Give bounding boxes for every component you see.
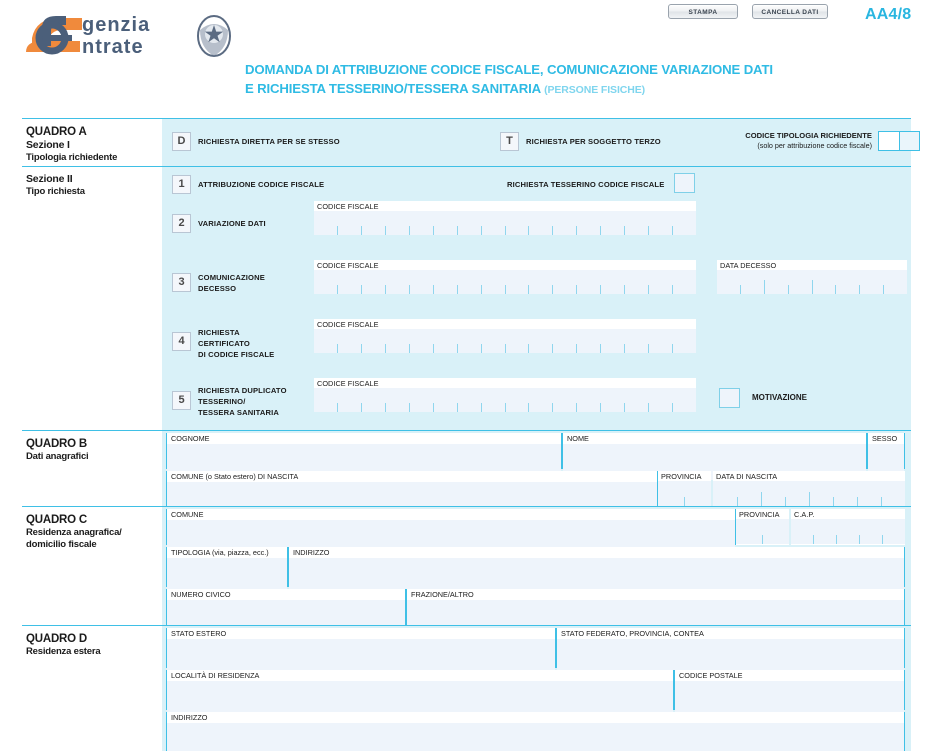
comune-residenza-caption: COMUNE	[167, 509, 735, 520]
quadro-d-subtitle: Residenza estera	[26, 646, 101, 657]
codice-postale-field	[674, 670, 905, 710]
indirizzo-estero-field	[166, 712, 905, 751]
quadro-b-body	[162, 431, 911, 506]
page-header	[0, 0, 938, 118]
sezione-2-title: Sezione II	[26, 173, 73, 185]
cap-input[interactable]	[791, 519, 905, 544]
option-d-code-box[interactable]: D	[172, 132, 191, 151]
option-t-code-box[interactable]: T	[500, 132, 519, 151]
quadro-c-title: QUADRO C	[26, 514, 88, 526]
form-title-line-2-text: E RICHIESTA TESSERINO/TESSERA SANITARIA	[245, 81, 541, 96]
duplicato-codice-fiscale-caption: CODICE FISCALE	[314, 378, 696, 388]
codice-tipologia-input[interactable]	[878, 131, 920, 151]
cap-field	[791, 509, 905, 545]
tipo-richiesta-5-label-line-2: TESSERINO/	[198, 397, 246, 406]
data-nascita-caption: DATA DI NASCITA	[713, 471, 905, 481]
quadro-a-title: QUADRO A	[26, 126, 87, 138]
tipo-richiesta-1-label: ATTRIBUZIONE CODICE FISCALE	[198, 180, 325, 189]
richiesta-tesserino-checkbox[interactable]	[674, 173, 695, 193]
tipo-richiesta-5-number[interactable]: 5	[172, 391, 191, 410]
quadro-c	[22, 506, 911, 625]
quadro-a-sezione-1-body	[162, 119, 911, 166]
frazione-altro-field	[406, 589, 905, 626]
quadro-b-title: QUADRO B	[26, 438, 88, 450]
quadro-a-sezione-2-label	[22, 167, 162, 430]
codice-tipologia-title: CODICE TIPOLOGIA RICHIEDENTE	[745, 131, 872, 140]
motivazione-label: MOTIVAZIONE	[752, 393, 807, 402]
duplicato-codice-fiscale-field	[314, 378, 696, 412]
form-body	[22, 118, 911, 751]
quadro-b-label	[22, 431, 162, 506]
indirizzo-residenza-caption: INDIRIZZO	[289, 547, 904, 558]
quadro-c-body	[162, 507, 911, 625]
tipo-richiesta-4-label-line-2: CERTIFICATO	[198, 339, 250, 348]
cap-caption: C.A.P.	[791, 509, 905, 519]
comune-residenza-field	[166, 509, 736, 545]
nome-field	[562, 433, 867, 469]
tipo-richiesta-4-label-line-1: RICHIESTA	[198, 328, 240, 337]
certificato-codice-fiscale-caption: CODICE FISCALE	[314, 319, 696, 329]
decesso-codice-fiscale-caption: CODICE FISCALE	[314, 260, 696, 270]
cancella-dati-button[interactable]: CANCELLA DATI	[752, 4, 828, 19]
stato-estero-caption: STATO ESTERO	[167, 628, 555, 639]
stato-estero-field	[166, 628, 556, 668]
provincia-residenza-caption: PROVINCIA	[736, 509, 789, 519]
data-nascita-field	[713, 471, 905, 507]
form-code-label: AA4/8	[865, 6, 912, 23]
motivazione-checkbox[interactable]	[719, 388, 740, 408]
numero-civico-field	[166, 589, 406, 626]
tipo-richiesta-3-label-line-1: COMUNICAZIONE	[198, 273, 265, 282]
codice-tipologia-cell-1[interactable]	[879, 132, 899, 150]
svg-text:ntrate: ntrate	[82, 36, 144, 58]
variazione-codice-fiscale-input[interactable]	[314, 211, 696, 235]
tipo-richiesta-5-label-line-3: TESSERA SANITARIA	[198, 408, 280, 417]
form-title	[245, 60, 915, 100]
sezione-1-subtitle: Tipologia richiedente	[26, 152, 118, 163]
certificato-codice-fiscale-input[interactable]	[314, 329, 696, 353]
tipo-richiesta-1-number[interactable]: 1	[172, 175, 191, 194]
decesso-codice-fiscale-input[interactable]	[314, 270, 696, 294]
stato-federato-caption: STATO FEDERATO, PROVINCIA, CONTEA	[557, 628, 904, 639]
quadro-d-label	[22, 626, 162, 751]
localita-residenza-field	[166, 670, 674, 710]
comune-nascita-field	[166, 471, 658, 507]
quadro-b	[22, 430, 911, 506]
indirizzo-estero-caption: INDIRIZZO	[167, 712, 904, 723]
sezione-1-title: Sezione I	[26, 139, 70, 151]
tipo-richiesta-2-label: VARIAZIONE DATI	[198, 219, 266, 228]
tipo-richiesta-4-label-line-3: DI CODICE FISCALE	[198, 350, 275, 359]
data-decesso-input[interactable]	[717, 270, 907, 294]
comune-nascita-caption: COMUNE (o Stato estero) DI NASCITA	[167, 471, 657, 482]
svg-text:genzia: genzia	[82, 14, 151, 36]
form-title-line-1: DOMANDA DI ATTRIBUZIONE CODICE FISCALE, COMUNICAZIONE VARIAZIONE DATI	[245, 62, 773, 77]
quadro-a-sezione-2-body	[162, 167, 911, 430]
cognome-field	[166, 433, 562, 469]
tipo-richiesta-4-number[interactable]: 4	[172, 332, 191, 351]
option-d-label: RICHIESTA DIRETTA PER SE STESSO	[198, 137, 340, 146]
quadro-d	[22, 625, 911, 751]
provincia-residenza-input[interactable]	[736, 519, 789, 544]
data-nascita-input[interactable]	[713, 481, 905, 506]
form-title-line-2	[245, 79, 915, 100]
quadro-a-sezione-1-label	[22, 119, 162, 166]
data-decesso-caption: DATA DECESSO	[717, 260, 907, 270]
decesso-codice-fiscale-field	[314, 260, 696, 294]
cognome-caption: COGNOME	[167, 433, 561, 444]
sesso-field	[867, 433, 905, 469]
republic-emblem-icon	[194, 14, 234, 58]
quadro-c-subtitle-line-2: domicilio fiscale	[26, 539, 97, 550]
indirizzo-residenza-field	[288, 547, 905, 587]
indirizzo-estero-input[interactable]	[167, 723, 904, 751]
sesso-caption: SESSO	[868, 433, 904, 444]
localita-residenza-caption: LOCALITÀ DI RESIDENZA	[167, 670, 673, 681]
quadro-a-sezione-2	[22, 166, 911, 430]
quadro-d-body	[162, 626, 911, 751]
variazione-codice-fiscale-caption: CODICE FISCALE	[314, 201, 696, 211]
sezione-2-subtitle: Tipo richiesta	[26, 186, 85, 197]
tipologia-via-caption: TIPOLOGIA (via, piazza, ecc.)	[167, 547, 287, 558]
codice-tipologia-cell-2[interactable]	[899, 132, 919, 150]
quadro-c-subtitle-line-1: Residenza anagrafica/	[26, 527, 122, 538]
data-decesso-field	[717, 260, 907, 294]
codice-tipologia-subtitle: (solo per attribuzione codice fiscale)	[757, 141, 872, 150]
provincia-nascita-caption: PROVINCIA	[658, 471, 711, 481]
quadro-c-label	[22, 507, 162, 625]
tipo-richiesta-5-label-line-1: RICHIESTA DUPLICATO	[198, 386, 287, 395]
stato-federato-field	[556, 628, 905, 668]
frazione-altro-caption: FRAZIONE/ALTRO	[407, 589, 904, 600]
numero-civico-caption: NUMERO CIVICO	[167, 589, 405, 600]
duplicato-codice-fiscale-input[interactable]	[314, 388, 696, 412]
stampa-button[interactable]: STAMPA	[668, 4, 738, 19]
nome-caption: NOME	[563, 433, 866, 444]
tipo-richiesta-3-number[interactable]: 3	[172, 273, 191, 292]
provincia-nascita-input[interactable]	[658, 481, 711, 506]
tipo-richiesta-3-label-line-2: DECESSO	[198, 284, 237, 293]
form-title-subtitle: (PERSONE FISICHE)	[544, 84, 646, 96]
quadro-d-title: QUADRO D	[26, 633, 88, 645]
option-t-label: RICHIESTA PER SOGGETTO TERZO	[526, 137, 661, 146]
codice-postale-caption: CODICE POSTALE	[675, 670, 904, 681]
richiesta-tesserino-label: RICHIESTA TESSERINO CODICE FISCALE	[507, 180, 665, 189]
provincia-nascita-field	[658, 471, 711, 507]
provincia-residenza-field	[736, 509, 789, 545]
tipo-richiesta-2-number[interactable]: 2	[172, 214, 191, 233]
quadro-b-subtitle: Dati anagrafici	[26, 451, 89, 462]
tipologia-via-field	[166, 547, 288, 587]
variazione-dati-codice-fiscale-field	[314, 201, 696, 235]
certificato-codice-fiscale-field	[314, 319, 696, 353]
quadro-a-sezione-1	[22, 118, 911, 166]
agenzia-entrate-logo	[22, 8, 237, 56]
